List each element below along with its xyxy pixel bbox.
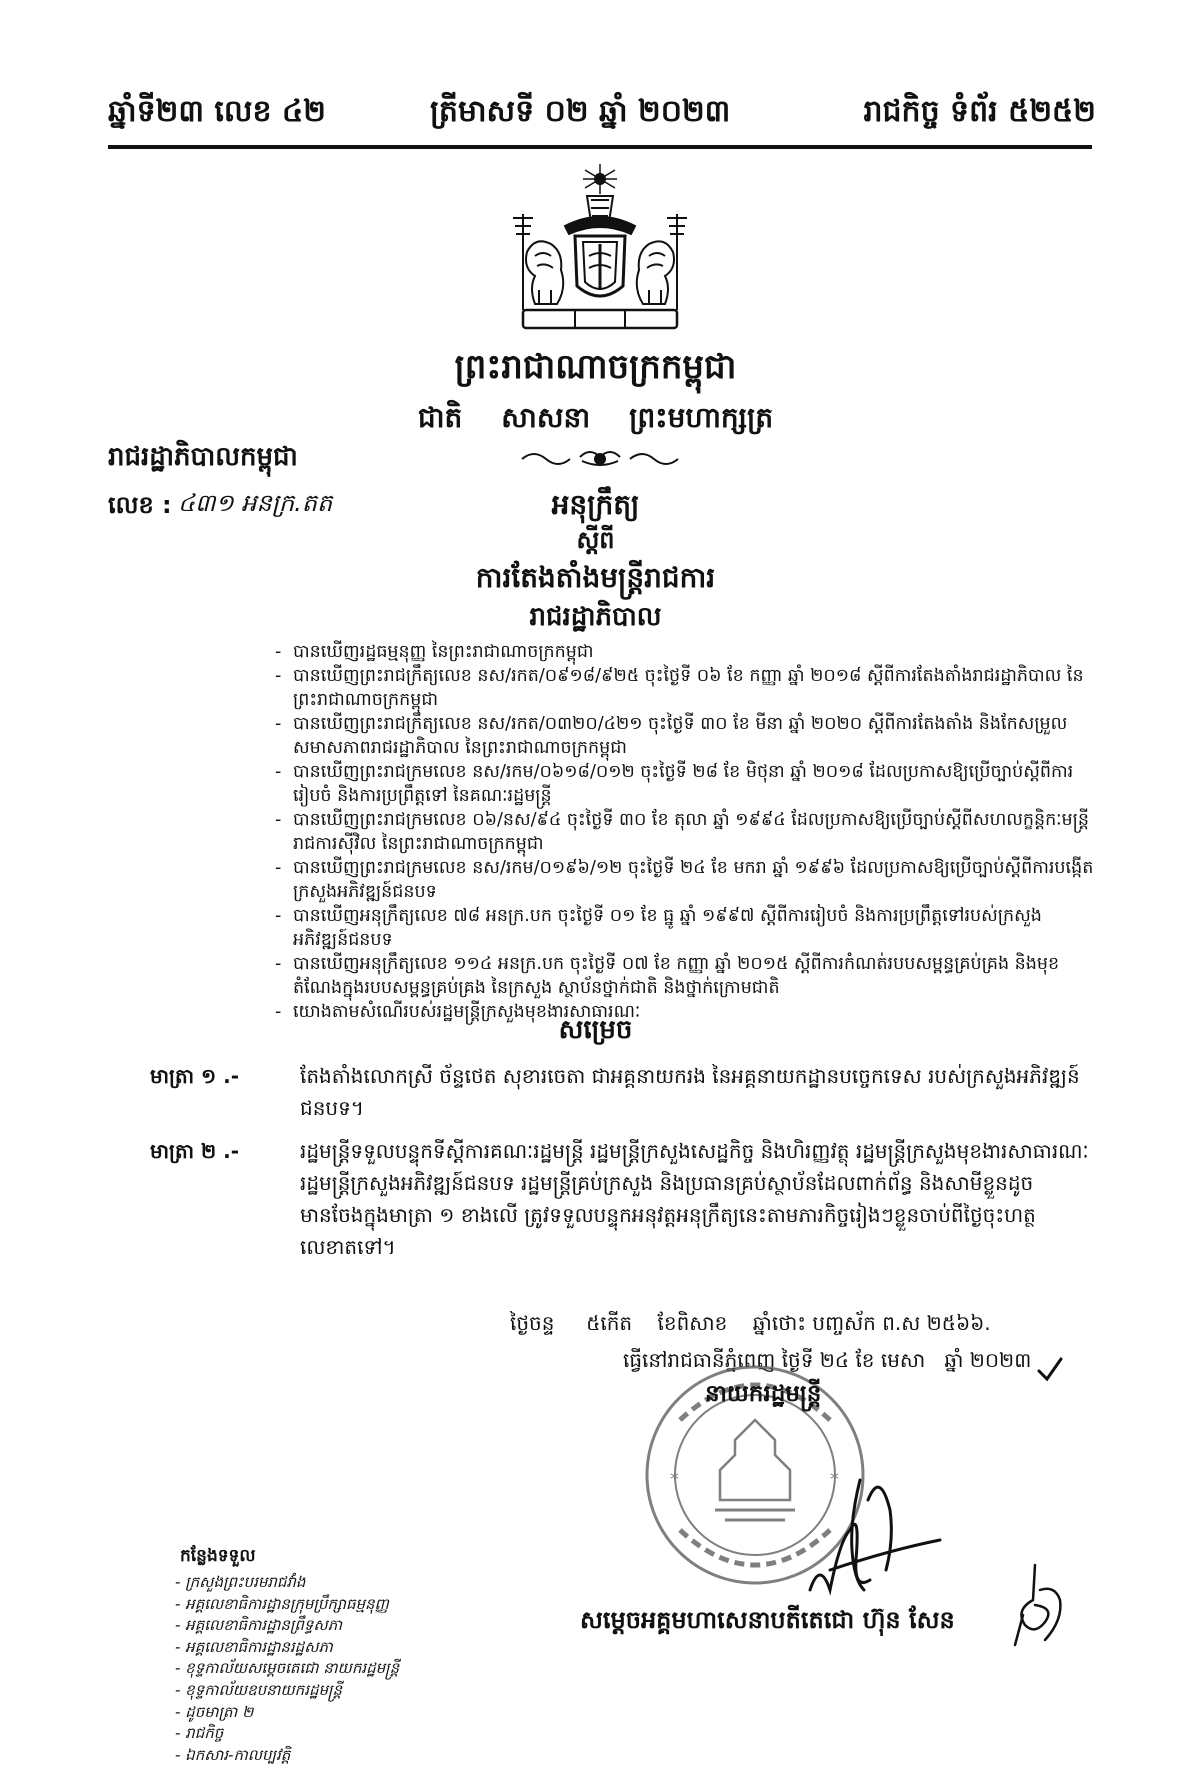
- decree-number-value: ៤៣១ អនក្រ.តត: [178, 489, 333, 517]
- recipient-item: - អគ្គលេខាធិការដ្ឋានក្រុមប្រឹក្សាធម្មនុញ្ញ: [175, 1594, 389, 1613]
- royal-arms-emblem-icon: [505, 160, 695, 340]
- solar-date: ធ្វើនៅរាជធានីភ្នំពេញ ថ្ងៃទី ២៤ ខែ មេសា ឆ្នាំ ២០២៣: [623, 1348, 1032, 1372]
- header-rule: [108, 145, 1092, 149]
- recipient-item: - ឯកសារ-កាលប្បវត្តិ: [175, 1745, 291, 1764]
- signatory-title: នាយករដ្ឋមន្ត្រី: [705, 1381, 822, 1407]
- recipient-item: - អគ្គលេខាធិការដ្ឋានព្រឹទ្ធសភា: [175, 1616, 342, 1635]
- svg-text:*: *: [670, 1469, 679, 1490]
- national-motto: ជាតិ សាសនា ព្រះមហាក្សត្រ: [417, 401, 774, 434]
- visa-item: - បានឃើញព្រះរាជក្រឹត្យលេខ នស/រកត/០៣២០/៤២១ ចុះថ្ងៃទី ៣០ ខែ មីនា ឆ្នាំ ២០២០ ស្តីពីការតែងតាំង និងកែសម្រួលសមាសភាពរាជរដ្ឋាភិបាល នៃព្រះរាជាណាចក្រកម្ពុជា: [275, 712, 1095, 760]
- article-1-label: មាត្រា ១ .-: [150, 1064, 240, 1088]
- recipient-item: - អគ្គលេខាធិការដ្ឋានរដ្ឋសភា: [175, 1637, 333, 1656]
- initial-icon: [1005, 1560, 1065, 1650]
- recipient-item: - ខុទ្ទកាល័យឧបនាយករដ្ឋមន្ត្រី: [175, 1680, 342, 1699]
- visa-item: - បានឃើញព្រះរាជក្រមលេខ ០៦/នស/៩៤ ចុះថ្ងៃទី ៣០ ខែ តុលា ឆ្នាំ ១៩៩៤ ដែលប្រកាសឱ្យប្រើច្បាប់ស្តីពីសហលក្ខន្តិកៈមន្ត្រីរាជការស៊ីវិល នៃព្រះរាជាណាចក្រកម្ពុជា: [275, 808, 1095, 856]
- article-2: [150, 1135, 1095, 1263]
- kingdom-name: ព្រះរាជាណាចក្រកម្ពុជា: [454, 347, 737, 387]
- gazette-quarter: ត្រីមាសទី ០២ ឆ្នាំ ២០២៣: [430, 94, 731, 129]
- issuing-body: រាជរដ្ឋាភិបាល: [529, 602, 662, 632]
- article-2-label: មាត្រា ២ .-: [150, 1139, 240, 1163]
- article-2-text: រដ្ឋមន្ត្រីទទួលបន្ទុកទីស្តីការគណៈរដ្ឋមន្ត្រី រដ្ឋមន្ត្រីក្រសួងសេដ្ឋកិច្ច និងហិរញ្ញវត្ថុ រដ្ឋមន្ត្រីក្រសួងមុខងារសាធារណៈ រដ្ឋមន្ត្រីក្រសួងអភិវឌ្ឍន៍ជនបទ រដ្ឋមន្ត្រីគ្រប់ក្រសួង និងប្រធានគ្រប់ស្ថាប័នដែលពាក់ព័ន្ធ និងសាមីខ្លួនដូចមានចែងក្នុងមាត្រា ១ ខាងលើ ត្រូវទទួលបន្ទុកអនុវត្តអនុក្រឹត្យនេះតាមភារកិច្ចរៀងៗខ្លួនចាប់ពីថ្ងៃចុះហត្ថលេខាតទៅ។: [300, 1139, 1089, 1259]
- document-type: អនុក្រឹត្យ: [551, 488, 640, 521]
- article-1: [150, 1060, 1095, 1124]
- article-1-text: តែងតាំងលោកស្រី ច័ន្ទថេត សុខារចេតា ជាអគ្គនាយករង នៃអគ្គនាយកដ្ឋានបច្ចេកទេស របស់ក្រសួងអភិវឌ្ឍន៍ជនបទ។: [300, 1064, 1080, 1120]
- visa-item: - បានឃើញព្រះរាជក្រមលេខ នស/រកម/០១៩៦/១២ ចុះថ្ងៃទី ២៤ ខែ មករា ឆ្នាំ ១៩៩៦ ដែលប្រកាសឱ្យប្រើច្បាប់ស្តីពីការបង្កើតក្រសួងអភិវឌ្ឍន៍ជនបទ: [275, 856, 1095, 904]
- gazette-page-number: រាជកិច្ច ទំព័រ ៥២៥២: [863, 94, 1096, 129]
- visa-item: - បានឃើញរដ្ឋធម្មនុញ្ញ នៃព្រះរាជាណាចក្រកម្ពុជា: [275, 640, 1095, 664]
- visa-item: - យោងតាមសំណើរបស់រដ្ឋមន្ត្រីក្រសួងមុខងារសាធារណៈ: [275, 1000, 1095, 1024]
- visa-list: [275, 640, 1095, 1024]
- visa-item: - បានឃើញអនុក្រឹត្យលេខ ១១៤ អនក្រ.បក ចុះថ្ងៃទី ០៧ ខែ កញ្ញា ឆ្នាំ ២០១៥ ស្តីពីការកំណត់របបសម្ពន្ធគ្រប់គ្រង និងមុខតំណែងក្នុងរបបសម្ពន្ធគ្រប់គ្រង នៃក្រសួង ស្ថាប័នថ្នាក់ជាតិ និងថ្នាក់ក្រោមជាតិ: [275, 952, 1095, 1000]
- document-subject: ការតែងតាំងមន្ត្រីរាជការ: [475, 561, 716, 594]
- document-about: ស្តីពី: [576, 526, 615, 554]
- visa-item: - បានឃើញព្រះរាជក្រមលេខ នស/រកម/០៦១៨/០១២ ចុះថ្ងៃទី ២៨ ខែ មិថុនា ឆ្នាំ ២០១៨ ដែលប្រកាសឱ្យប្រើច្បាប់ស្តីពីការរៀបចំ និងការប្រព្រឹត្តទៅ នៃគណៈរដ្ឋមន្ត្រី: [275, 760, 1095, 808]
- recipient-item: - ខុទ្ទកាល័យសម្តេចតេជោ នាយករដ្ឋមន្ត្រី: [175, 1659, 400, 1678]
- lunar-date: ថ្ងៃចន្ទ ៥កើត ខែពិសាខ ឆ្នាំថោះ បញ្ចស័ក ព.ស ២៥៦៦.: [510, 1311, 991, 1335]
- recipient-item: - រាជកិច្ច: [175, 1724, 224, 1743]
- recipients-title: កន្លែងទទួល: [180, 1546, 256, 1566]
- signatory-name: សម្តេចអគ្គមហាសេនាបតីតេជោ ហ៊ុន សែន: [580, 1606, 955, 1634]
- visa-item: - បានឃើញព្រះរាជក្រឹត្យលេខ នស/រកត/០៩១៨/៩២៥ ចុះថ្ងៃទី ០៦ ខែ កញ្ញា ឆ្នាំ ២០១៨ ស្តីពីការតែងតាំងរាជរដ្ឋាភិបាល នៃព្រះរាជាណាចក្រកម្ពុជា: [275, 664, 1095, 712]
- gazette-year-issue: ឆ្នាំទី២៣ លេខ ៤២: [108, 94, 326, 129]
- check-mark-icon: [1035, 1355, 1065, 1385]
- recipient-item: - ដូចមាត្រា ២: [175, 1702, 254, 1721]
- government-name: រាជរដ្ឋាភិបាលកម្ពុជា: [108, 442, 298, 472]
- visa-item: - បានឃើញអនុក្រឹត្យលេខ ៧៨ អនក្រ.បក ចុះថ្ងៃទី ០១ ខែ ធ្នូ ឆ្នាំ ១៩៩៧ ស្តីពីការរៀបចំ និងការប្រព្រឹត្តទៅរបស់ក្រសួងអភិវឌ្ឍន៍ជនបទ: [275, 904, 1095, 952]
- ornament-divider-icon: [520, 445, 680, 469]
- svg-text:*: *: [830, 1469, 839, 1490]
- signature-icon: [790, 1440, 950, 1610]
- decision-heading: សម្រេច: [558, 1015, 633, 1045]
- recipient-item: - ក្រសួងព្រះបរមរាជវាំង: [175, 1573, 306, 1591]
- decree-number-label: លេខ :: [108, 491, 172, 519]
- recipients-list: [175, 1572, 399, 1766]
